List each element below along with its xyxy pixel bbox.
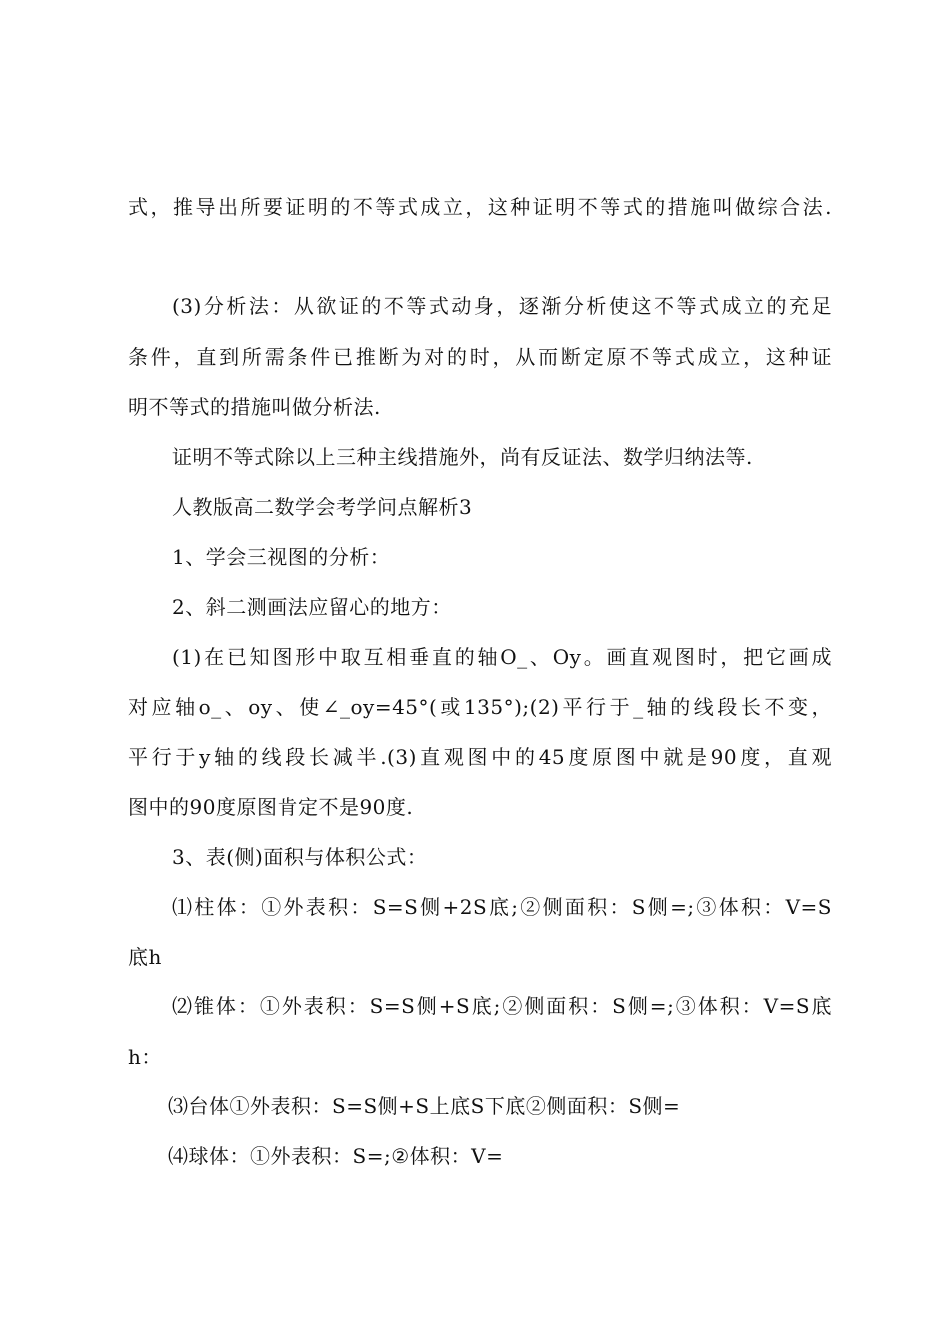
formula-line: h： — [128, 1045, 162, 1069]
list-item: 1、学会三视图的分析： — [172, 545, 391, 569]
formula-line: ⑶台体①外表积：S=S侧+S上底S下底②侧面积：S侧= — [168, 1094, 681, 1118]
formula-line: ⑴柱体：①外表积：S=S侧+2S底;②侧面积：S侧=;③体积：V=S — [172, 895, 832, 919]
paragraph-line: 证明不等式除以上三种主线措施外，尚有反证法、数学归纳法等. — [172, 445, 753, 469]
formula-line: 底h — [128, 945, 162, 969]
list-item: 2、斜二测画法应留心的地方： — [172, 595, 452, 619]
paragraph-line: 对应轴o_、oy、使∠_oy=45°(或135°);(2)平行于_轴的线段长不变， — [128, 695, 832, 719]
paragraph-line: 图中的90度原图肯定不是90度. — [128, 795, 414, 819]
paragraph-line: 式，推导出所要证明的不等式成立，这种证明不等式的措施叫做综合法. — [128, 195, 832, 219]
list-item: 3、表(侧)面积与体积公式： — [172, 845, 428, 869]
paragraph-line: 平行于y轴的线段长减半.(3)直观图中的45度原图中就是90度，直观 — [128, 745, 832, 769]
paragraph-line: (3)分析法：从欲证的不等式动身，逐渐分析使这不等式成立的充足 — [172, 294, 832, 318]
formula-line: ⑵锥体：①外表积：S=S侧+S底;②侧面积：S侧=;③体积：V=S底 — [172, 994, 832, 1018]
formula-line: ⑷球体：①外表积：S=;②体积：V= — [168, 1144, 504, 1168]
section-heading: 人教版高二数学会考学问点解析3 — [172, 495, 473, 519]
paragraph-line: 明不等式的措施叫做分析法. — [128, 395, 381, 419]
paragraph-line: 条件，直到所需条件已推断为对的时，从而断定原不等式成立，这种证 — [128, 345, 832, 369]
paragraph-line: (1)在已知图形中取互相垂直的轴O_、Oy。画直观图时，把它画成 — [172, 645, 832, 669]
